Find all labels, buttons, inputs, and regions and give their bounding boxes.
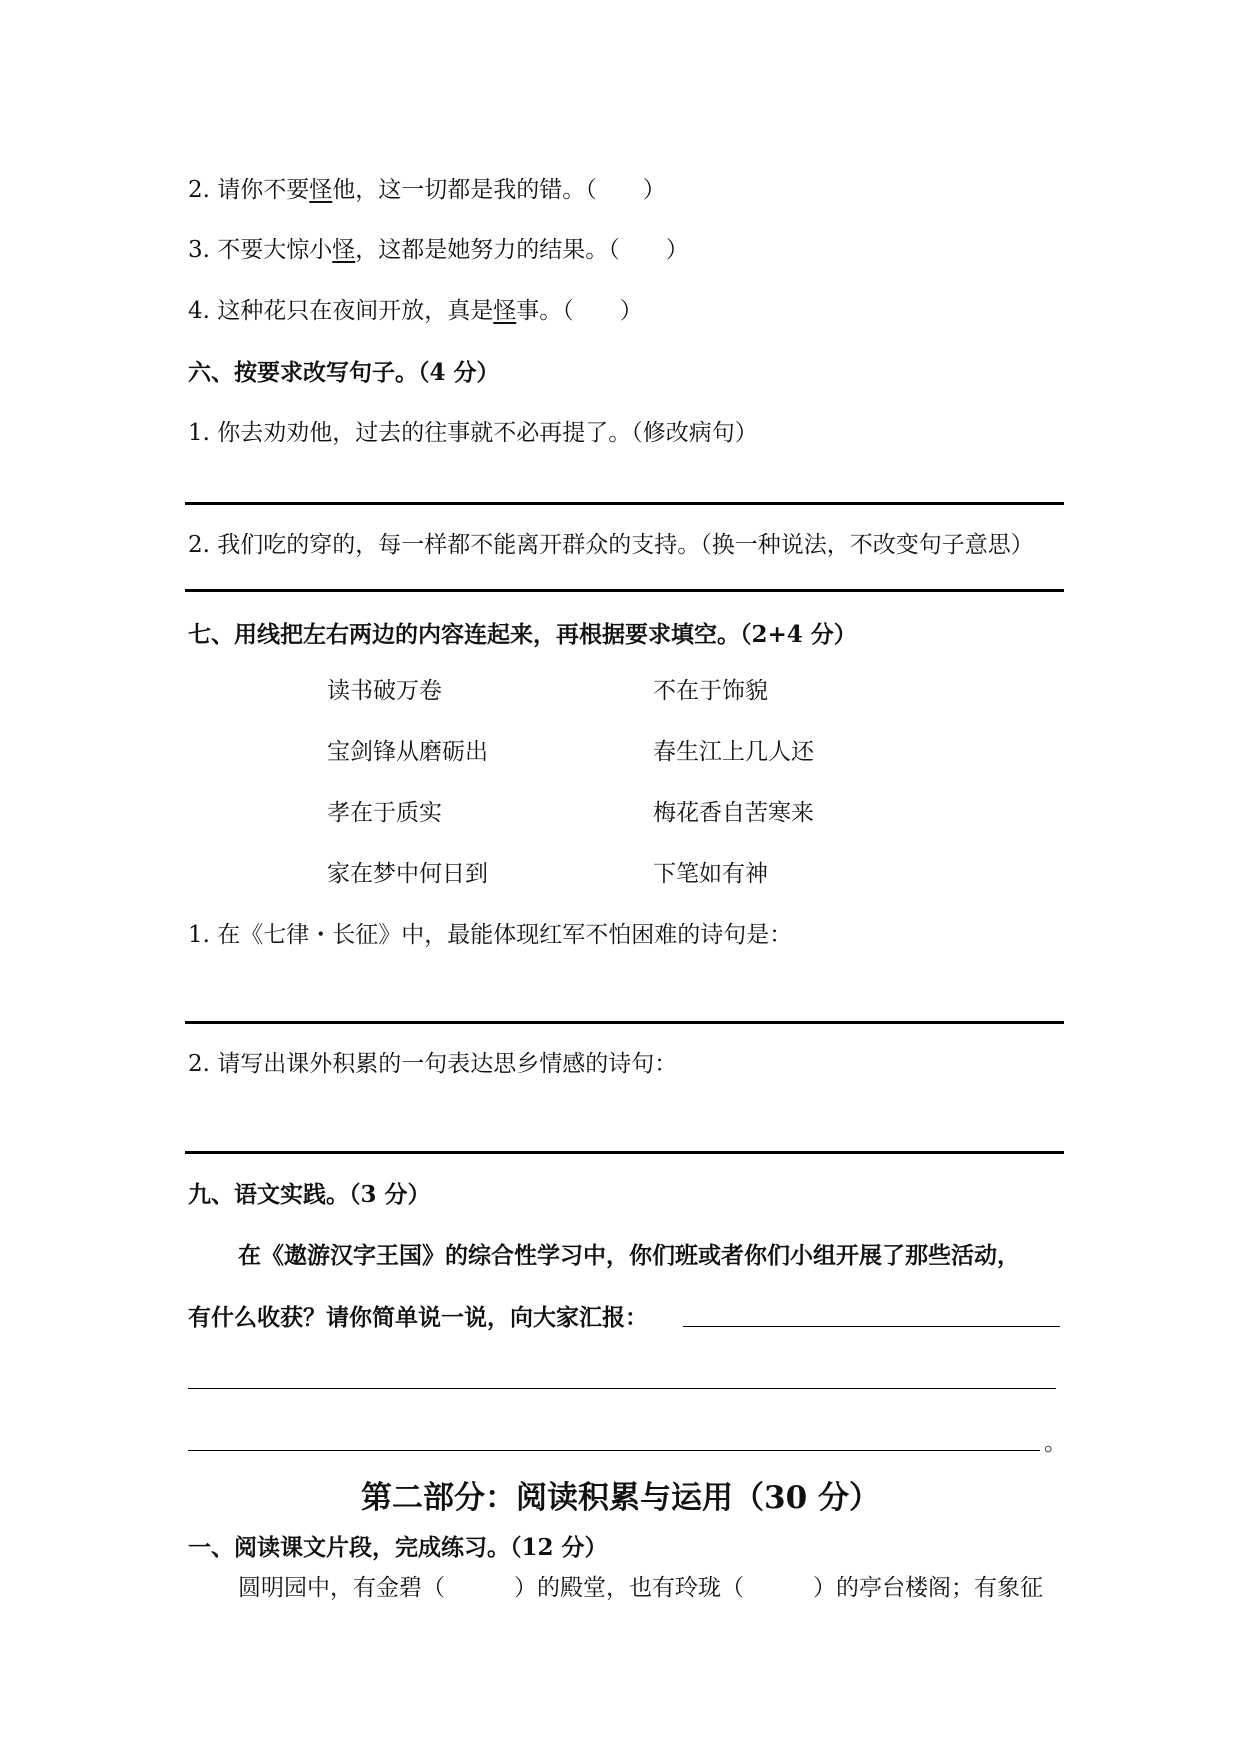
answer-line[interactable] [683, 1326, 1060, 1327]
match-right-item[interactable]: 梅花香自苦寒来 [653, 800, 814, 826]
section6-question-2: 2. 我们吃的穿的，每一样都不能离开群众的支持。（换一种说法，不改变句子意思） [188, 532, 1034, 558]
match-right-item[interactable]: 下笔如有神 [653, 861, 768, 887]
underlined-char: 怪 [493, 298, 517, 324]
q5-item-2: 2. 请你不要怪他，这一切都是我的错。（ ） [188, 177, 666, 203]
match-right-item[interactable]: 不在于饰貌 [653, 678, 768, 704]
q5-item-4: 4. 这种花只在夜间开放，真是怪事。（ ） [188, 298, 643, 324]
reading-passage-line: 圆明园中，有金碧（ ）的殿堂，也有玲珑（ ）的亭台楼阁；有象征 [238, 1575, 1043, 1601]
section9-heading: 九、语文实践。（3 分） [188, 1181, 431, 1208]
end-punctuation: 。 [1044, 1430, 1067, 1456]
section6-question-1: 1. 你去劝劝他，过去的往事就不必再提了。（修改病句） [188, 420, 758, 446]
match-left-item[interactable]: 家在梦中何日到 [327, 861, 488, 887]
answer-line[interactable] [188, 1388, 1056, 1389]
part2-title: 第二部分：阅读积累与运用（30 分） [361, 1480, 880, 1516]
answer-line[interactable] [185, 502, 1064, 505]
answer-line[interactable] [188, 1450, 1040, 1451]
section6-heading: 六、按要求改写句子。（4 分） [188, 359, 500, 386]
match-left-item[interactable]: 宝剑锋从磨砺出 [327, 739, 488, 765]
match-left-item[interactable]: 读书破万卷 [327, 678, 442, 704]
underlined-char: 怪 [309, 177, 333, 203]
underlined-char: 怪 [332, 237, 356, 263]
answer-line[interactable] [185, 1021, 1064, 1024]
section9-prompt-line-1: 在《遨游汉字王国》的综合性学习中，你们班或者你们小组开展了那些活动， [238, 1242, 1020, 1269]
q5-item-3: 3. 不要大惊小怪，这都是她努力的结果。（ ） [188, 237, 689, 263]
match-right-item[interactable]: 春生江上几人还 [653, 739, 814, 765]
section7-question-2: 2. 请写出课外积累的一句表达思乡情感的诗句： [188, 1051, 678, 1077]
section7-question-1: 1. 在《七律・长征》中，最能体现红军不怕困难的诗句是： [188, 922, 793, 948]
section7-heading: 七、用线把左右两边的内容连起来，再根据要求填空。（2+4 分） [188, 621, 857, 648]
match-left-item[interactable]: 孝在于质实 [327, 800, 442, 826]
answer-line[interactable] [185, 1151, 1064, 1154]
part2-section1-heading: 一、阅读课文片段，完成练习。（12 分） [188, 1534, 608, 1561]
section9-prompt-line-2: 有什么收获？请你简单说一说，向大家汇报： [188, 1304, 648, 1331]
answer-line[interactable] [185, 589, 1064, 592]
